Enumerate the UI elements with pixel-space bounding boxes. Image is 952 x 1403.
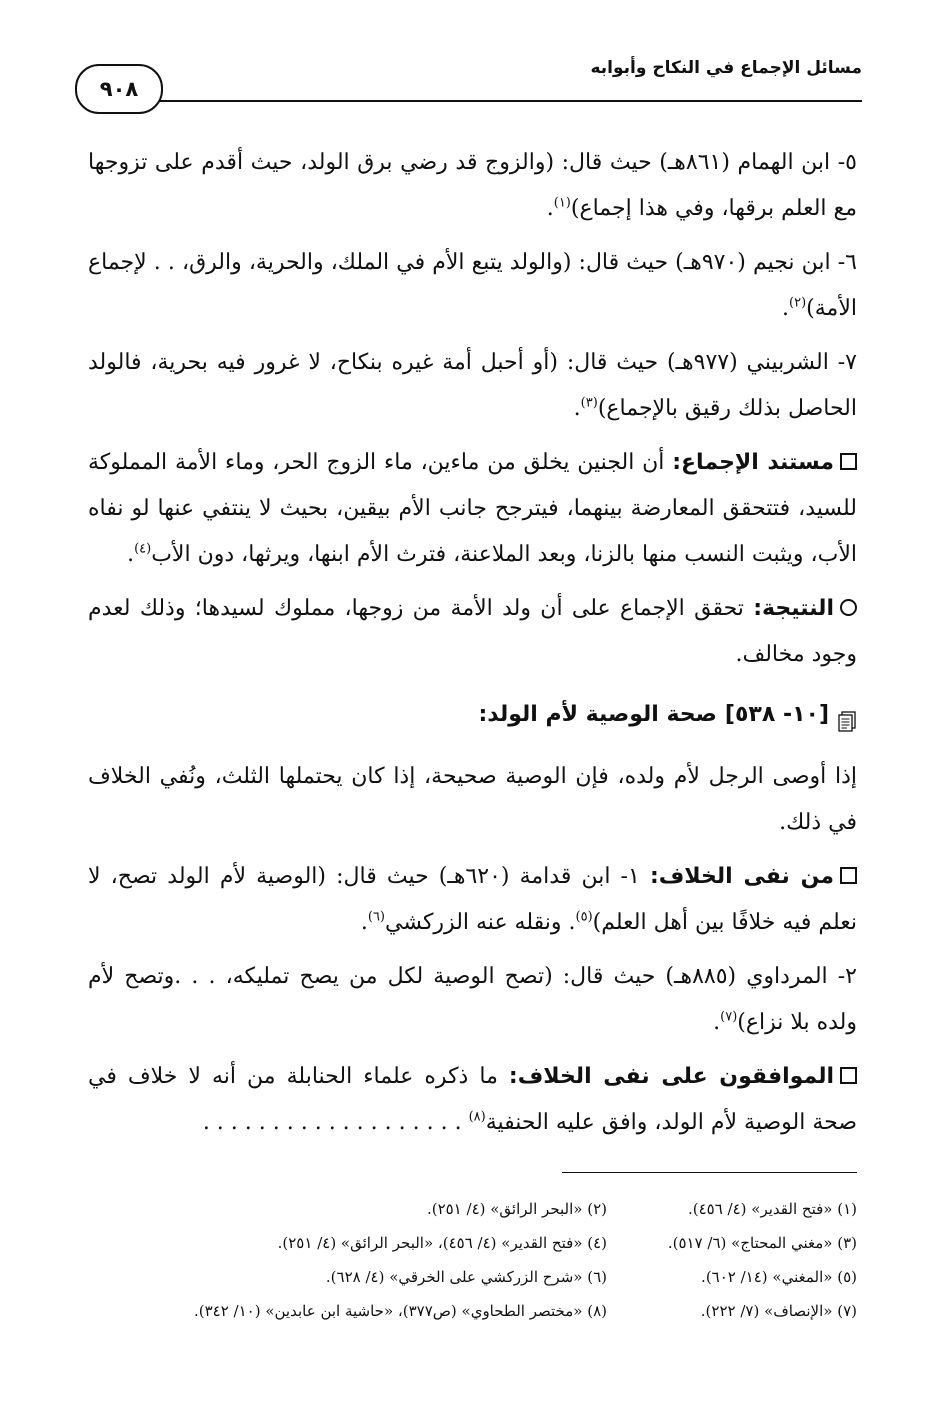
footnote-ref: (٣) <box>580 395 598 411</box>
paragraph-tail: . <box>713 1010 721 1035</box>
footnote-8: (٨) «مختصر الطحاوي» (ص٣٧٧)، «حاشية ابن عابدين» (١٠/ ٣٤٢). <box>193 1302 607 1320</box>
paragraph-tail: . <box>360 910 368 935</box>
basis-text: أن الجنين يخلق من ماءين، ماء الزوج الحر، وماء الأمة المملوكة للسيد، فتتحقق المعارضة بينهما، فيترجح جانب الأم بيقين، بحيث لا ينتفي عنها لو نفاه الأب، ويثبت النسب منها بالزنا، وبعد الملاعنة، فترث الأم ابنها، ويرثها، دون الأب <box>88 450 857 567</box>
result-text: تحقق الإجماع على أن ولد الأمة من زوجها، مملوك لسيدها؛ وذلك لعدم وجود مخالف. <box>88 596 857 667</box>
footnote-ref: (٤) <box>134 541 152 557</box>
paragraph-tail: . <box>573 396 581 421</box>
section-intro: إذا أوصى الرجل لأم ولده، فإن الوصية صحيحة، إذا كان يحتملها الثلث، ونُفي الخلاف في ذلك. <box>88 764 857 835</box>
paragraph-shirbini <box>88 340 857 432</box>
section-number: [١٠- ٥٣٨] <box>724 702 829 727</box>
footnote-row <box>88 1294 857 1328</box>
square-bullet-icon <box>840 1067 857 1084</box>
footnote-5: (٥) «المغني» (١٤/ ٦٠٢). <box>701 1268 857 1286</box>
footnote-row <box>88 1226 857 1260</box>
paragraph-tail: . <box>546 196 554 221</box>
agreeing-lead: الموافقون على نفى الخلاف: <box>508 1064 834 1089</box>
paragraph-agreeing <box>88 1054 857 1146</box>
footnote-ref: (٧) <box>720 1009 738 1025</box>
paragraph-mardawi <box>88 954 857 1046</box>
paragraph-text: ٦- ابن نجيم (٩٧٠هـ) حيث قال: (والولد يتبع الأم في الملك، والحرية، والرق، . . لإجماع الأمة) <box>88 250 857 321</box>
footnotes <box>88 1192 857 1328</box>
running-title: مسائل الإجماع في النكاح وأبوابه <box>590 58 862 78</box>
result-lead: النتيجة: <box>753 596 834 621</box>
paragraph-negation <box>88 854 857 946</box>
paragraph-ibn-nujaym <box>88 240 857 332</box>
footnote-row <box>88 1260 857 1294</box>
footnote-1: (١) «فتح القدير» (٤/ ٤٥٦). <box>687 1200 857 1218</box>
footnote-2: (٢) «البحر الرائق» (٤/ ٢٥١). <box>426 1200 607 1218</box>
paragraph-result <box>88 586 857 678</box>
paragraph-tail: . <box>127 542 135 567</box>
basis-lead: مستند الإجماع: <box>672 450 834 475</box>
main-text <box>88 140 857 1154</box>
section-title: صحة الوصية لأم الولد: <box>478 702 717 727</box>
footnote-separator <box>562 1172 857 1173</box>
square-bullet-icon <box>840 453 857 470</box>
pages-icon <box>837 704 857 726</box>
negation-text: ١- ابن قدامة (٦٢٠هـ) حيث قال: (الوصية لأم الولد تصح، لا نعلم فيه خلافًا بين أهل العلم) <box>88 864 857 935</box>
footnote-4: (٤) «فتح القدير» (٤/ ٤٥٦)، «البحر الرائق» (٤/ ٢٥١). <box>277 1234 607 1252</box>
footnote-ref: (٥) <box>575 909 593 925</box>
circle-bullet-icon <box>840 599 857 616</box>
paragraph-tail: . <box>782 296 790 321</box>
footnote-ref: (١) <box>553 195 571 211</box>
paragraph-text: ٥- ابن الهمام (٨٦١هـ) حيث قال: (والزوج قد رضي برق الولد، حيث أقدم على تزوجها مع العلم برقها، وفي هذا إجماع) <box>88 150 857 221</box>
mardawi-text: ٢- المرداوي (٨٨٥هـ) حيث قال: (تصح الوصية لكل من يصح تمليكه، . . .وتصح لأم ولده بلا نزاع) <box>88 964 857 1035</box>
footnote-row <box>88 1192 857 1226</box>
agreeing-text: ما ذكره علماء الحنابلة من أنه لا خلاف في صحة الوصية لأم الولد، وافق عليه الحنفية <box>88 1064 857 1135</box>
footnote-ref: (٦) <box>367 909 385 925</box>
section-heading <box>88 692 857 738</box>
footnote-7: (٧) «الإنصاف» (٧/ ٢٢٢). <box>700 1302 857 1320</box>
negation-lead: من نفى الخلاف: <box>649 864 835 889</box>
footnote-ref: (٨) <box>468 1109 486 1125</box>
footnote-ref: (٢) <box>789 295 807 311</box>
page-number: ٩٠٨ <box>75 64 163 114</box>
page-header <box>85 50 862 102</box>
footnote-6: (٦) «شرح الزركشي على الخرقي» (٤/ ٦٢٨). <box>325 1268 607 1286</box>
negation-text-2: . ونقله عنه الزركشي <box>385 910 576 935</box>
paragraph-text: ٧- الشربيني (٩٧٧هـ) حيث قال: (أو أحبل أمة غيره بنكاح، لا غرور فيه بحرية، فالولد الحاصل بذلك رقيق بالإجماع) <box>88 350 857 421</box>
square-bullet-icon <box>840 867 857 884</box>
paragraph-basis <box>88 440 857 578</box>
footnote-3: (٣) «مغني المحتاج» (٦/ ٥١٧). <box>667 1234 857 1252</box>
paragraph-ibn-humam <box>88 140 857 232</box>
continuation-dots: . . . . . . . . . . . . . . . . . . . <box>202 1110 462 1135</box>
